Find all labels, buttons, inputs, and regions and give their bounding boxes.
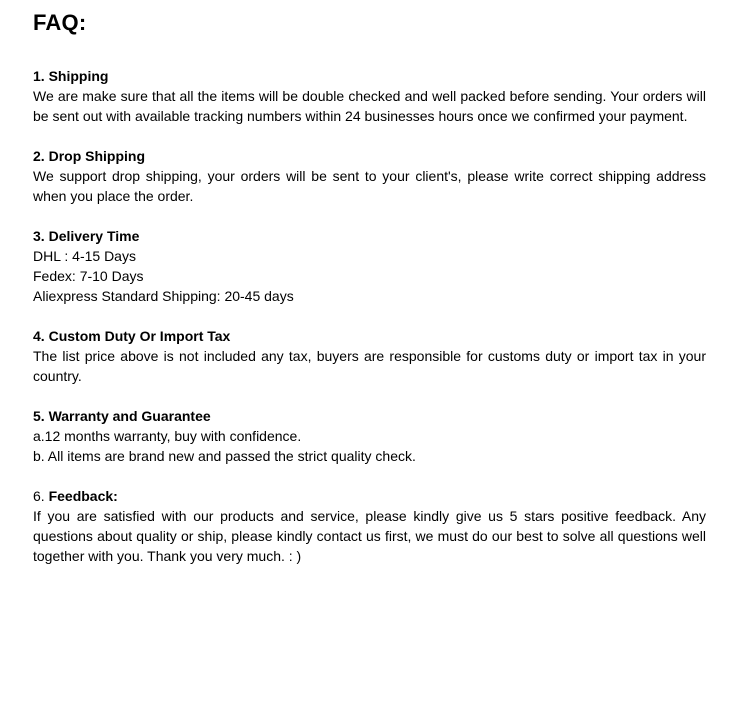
delivery-line-fedex: Fedex: 7-10 Days bbox=[33, 268, 144, 284]
faq-section-custom-duty bbox=[33, 326, 706, 386]
faq-section-drop-shipping bbox=[33, 146, 706, 206]
section-body: If you are satisfied with our products and service, please kindly give us 5 stars positive feedback. Any questions about quality or ship, please kindly contact us first, we must do our best to solve all questions well together with you. Thank you very much. : ) bbox=[33, 508, 706, 564]
faq-document bbox=[33, 8, 706, 586]
section-title: Shipping bbox=[48, 68, 109, 84]
section-heading bbox=[33, 146, 706, 166]
section-heading bbox=[33, 486, 706, 506]
faq-section-feedback bbox=[33, 486, 706, 566]
warranty-line-b: b. All items are brand new and passed the strict quality check. bbox=[33, 448, 416, 464]
delivery-line-dhl: DHL : 4-15 Days bbox=[33, 248, 136, 264]
delivery-line-aliexpress: Aliexpress Standard Shipping: 20-45 days bbox=[33, 288, 294, 304]
section-number: 1. bbox=[33, 68, 45, 84]
section-number: 5. bbox=[33, 408, 45, 424]
section-number: 4. bbox=[33, 328, 45, 344]
section-title: Delivery Time bbox=[48, 228, 140, 244]
section-heading bbox=[33, 226, 706, 246]
section-title: Custom Duty Or Import Tax bbox=[48, 328, 231, 344]
section-title: Feedback: bbox=[48, 488, 118, 504]
section-title: Drop Shipping bbox=[48, 148, 146, 164]
section-heading bbox=[33, 326, 706, 346]
section-heading bbox=[33, 66, 706, 86]
section-heading bbox=[33, 406, 706, 426]
faq-section-shipping bbox=[33, 66, 706, 126]
faq-section-delivery-time bbox=[33, 226, 706, 306]
section-number: 3. bbox=[33, 228, 45, 244]
page-title: FAQ: bbox=[33, 10, 87, 35]
warranty-line-a: a.12 months warranty, buy with confidence. bbox=[33, 428, 302, 444]
section-body: The list price above is not included any tax, buyers are responsible for customs duty or import tax in your country. bbox=[33, 348, 706, 384]
section-body: We are make sure that all the items will be double checked and well packed before sending. Your orders will be sent out with available tracking numbers within 24 businesses hours once we confirmed your payment. bbox=[33, 88, 706, 124]
section-number: 2. bbox=[33, 148, 45, 164]
section-number: 6. bbox=[33, 488, 45, 504]
section-title: Warranty and Guarantee bbox=[48, 408, 211, 424]
faq-section-warranty bbox=[33, 406, 706, 466]
section-body: We support drop shipping, your orders will be sent to your client's, please write correct shipping address when you place the order. bbox=[33, 168, 706, 204]
